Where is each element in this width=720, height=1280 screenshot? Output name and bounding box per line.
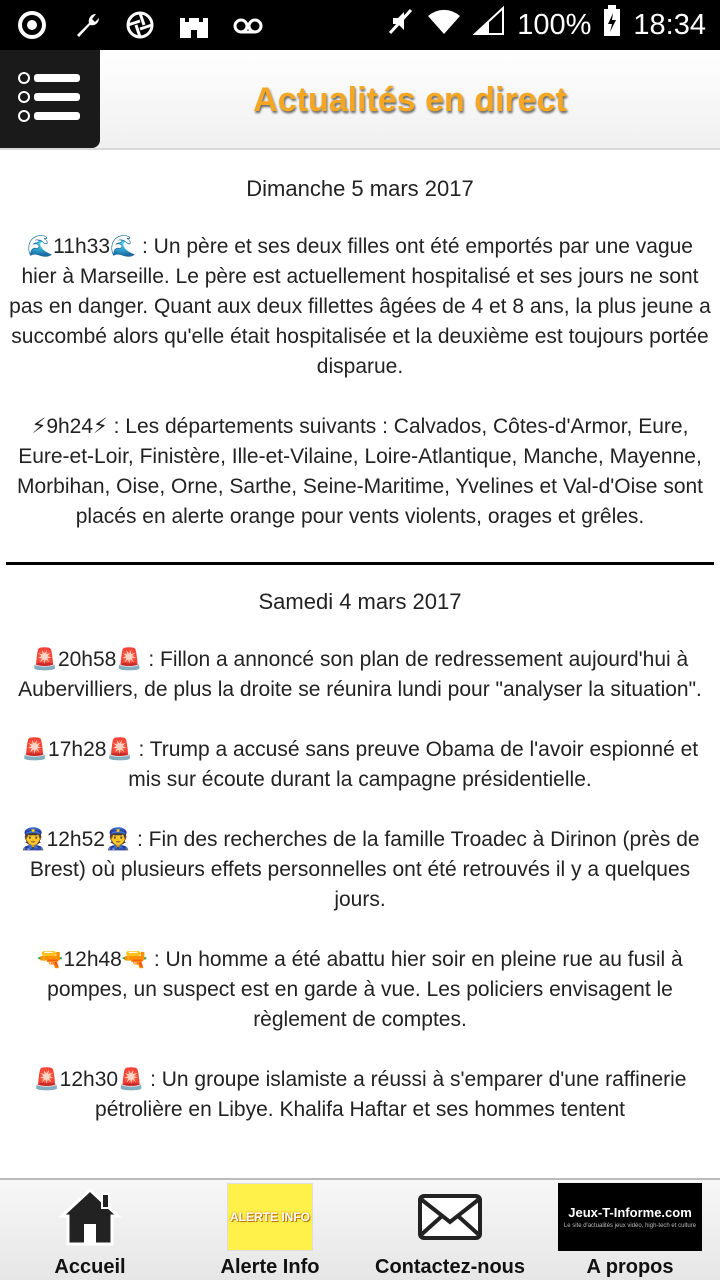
wrench-icon (68, 7, 104, 43)
jeux-t-informe-logo (558, 1184, 702, 1250)
day-section (0, 589, 720, 1125)
news-text: : Fin des recherches de la famille Troadec à Dirinon (près de Brest) où plusieurs effets personnelles ont été retrouvés il y a quelques jours. (29, 828, 700, 911)
nav-alerte-info[interactable] (180, 1180, 360, 1280)
jeux-badge-subtitle: Le site d'actualités jeux vidéo, high-tech et culture (563, 1223, 697, 1229)
news-item (8, 825, 712, 915)
voicemail-icon (230, 7, 266, 43)
news-text: : Trump a accusé sans preuve Obama de l'avoir espionné et mis sur écoute durant la campagne présidentielle. (128, 738, 699, 791)
battery-level: 100% (517, 8, 592, 41)
app-header (0, 50, 720, 150)
day-date: Samedi 4 mars 2017 (258, 589, 462, 614)
news-item (8, 412, 712, 532)
jeux-badge-title: Jeux-T-Informe.com (568, 1205, 692, 1220)
aperture-icon (122, 7, 158, 43)
news-text: : Les départements suivants : Calvados, Côtes-d'Armor, Eure, Eure-et-Loir, Finistère, Ille-et-Vilaine, Loire-Atlantique, Manche, Mayenne, Morbihan, Oise, Orne, Sarthe, Seine-Maritime, Yvelines et Val-d'Oise sont placés en alerte orange pour vents violents, orages et grêles. (16, 415, 704, 528)
news-text: : Un groupe islamiste a réussi à s'emparer d'une raffinerie pétrolière en Libye. Khalifa Haftar et ses hommes tentent (95, 1068, 687, 1121)
nav-contactez-nous[interactable] (360, 1180, 540, 1280)
lightning-icon: ⚡ (31, 415, 47, 438)
battery-charging-icon (603, 5, 621, 45)
jeux-t-informe-badge (558, 1183, 702, 1251)
wave-icon: 🌊 (27, 235, 54, 258)
siren-icon: 🚨 (33, 1068, 60, 1091)
nav-label: A propos (586, 1256, 674, 1278)
gun-icon: 🔫 (121, 948, 149, 971)
status-notification-icons (0, 7, 266, 43)
news-feed[interactable] (0, 152, 720, 1178)
clock: 18:34 (633, 8, 706, 41)
news-time: 20h58 (57, 648, 117, 671)
news-text: : Un père et ses deux filles ont été emportés par une vague hier à Marseille. Le père est actuellement hospitalisé et ses jours ne sont pas en danger. Quant aux deux fillettes âgées de 4 et 8 ans, la plus jeune a succombé alors qu'elle était hospitalisée et la deuxième est toujours portée disparue. (9, 235, 711, 378)
nav-label: Contactez-nous (375, 1256, 525, 1278)
news-item (8, 1065, 712, 1125)
nav-accueil[interactable] (0, 1180, 180, 1280)
menu-button[interactable] (0, 50, 100, 148)
bottom-nav (0, 1178, 720, 1280)
siren-icon: 🚨 (31, 648, 58, 671)
news-item (8, 735, 712, 795)
nav-a-propos[interactable] (540, 1180, 720, 1280)
news-text: : Fillon a annoncé son plan de redressement aujourd'hui à Aubervilliers, de plus la droite se réunira lundi pour "analyser la situation". (18, 648, 702, 701)
alerte-info-logo (227, 1184, 313, 1250)
news-time: 12h30 (59, 1068, 119, 1091)
home-icon (58, 1184, 122, 1250)
nav-label: Alerte Info (220, 1256, 320, 1278)
news-time: 9h24 (46, 415, 94, 438)
siren-icon: 🚨 (21, 738, 49, 761)
checklist-menu-icon (16, 69, 84, 130)
news-time: 11h33 (53, 235, 110, 258)
signal-icon (473, 6, 505, 44)
news-time: 12h48 (63, 948, 122, 971)
lightning-icon: ⚡ (93, 415, 108, 438)
day-date: Dimanche 5 mars 2017 (246, 176, 474, 201)
alerte-info-badge: ALERTE INFO (227, 1183, 313, 1251)
news-time: 17h28 (48, 738, 107, 761)
day-divider (6, 562, 714, 565)
day-section (0, 176, 720, 532)
wifi-icon (427, 6, 461, 44)
news-text: : Un homme a été abattu hier soir en pleine rue au fusil à pompes, un suspect est en garde à vue. Les policiers envisagent le règlement de comptes. (47, 948, 683, 1031)
news-item (8, 232, 712, 382)
gun-icon: 🔫 (37, 948, 64, 971)
police-icon: 👮 (20, 828, 47, 851)
envelope-icon (416, 1184, 484, 1250)
circle-o-icon (14, 7, 50, 43)
castle-icon (176, 7, 212, 43)
status-bar (0, 0, 720, 50)
news-item (8, 645, 712, 705)
status-system-icons (385, 5, 720, 45)
news-item (8, 945, 712, 1035)
siren-icon: 🚨 (118, 1068, 145, 1091)
page-title: Actualités en direct (253, 81, 567, 119)
news-time: 12h52 (46, 828, 105, 851)
mute-icon (385, 6, 415, 44)
police-icon: 👮 (104, 828, 132, 851)
siren-icon: 🚨 (106, 738, 133, 761)
wave-icon: 🌊 (110, 235, 137, 258)
nav-label: Accueil (54, 1256, 126, 1278)
siren-icon: 🚨 (116, 648, 143, 671)
